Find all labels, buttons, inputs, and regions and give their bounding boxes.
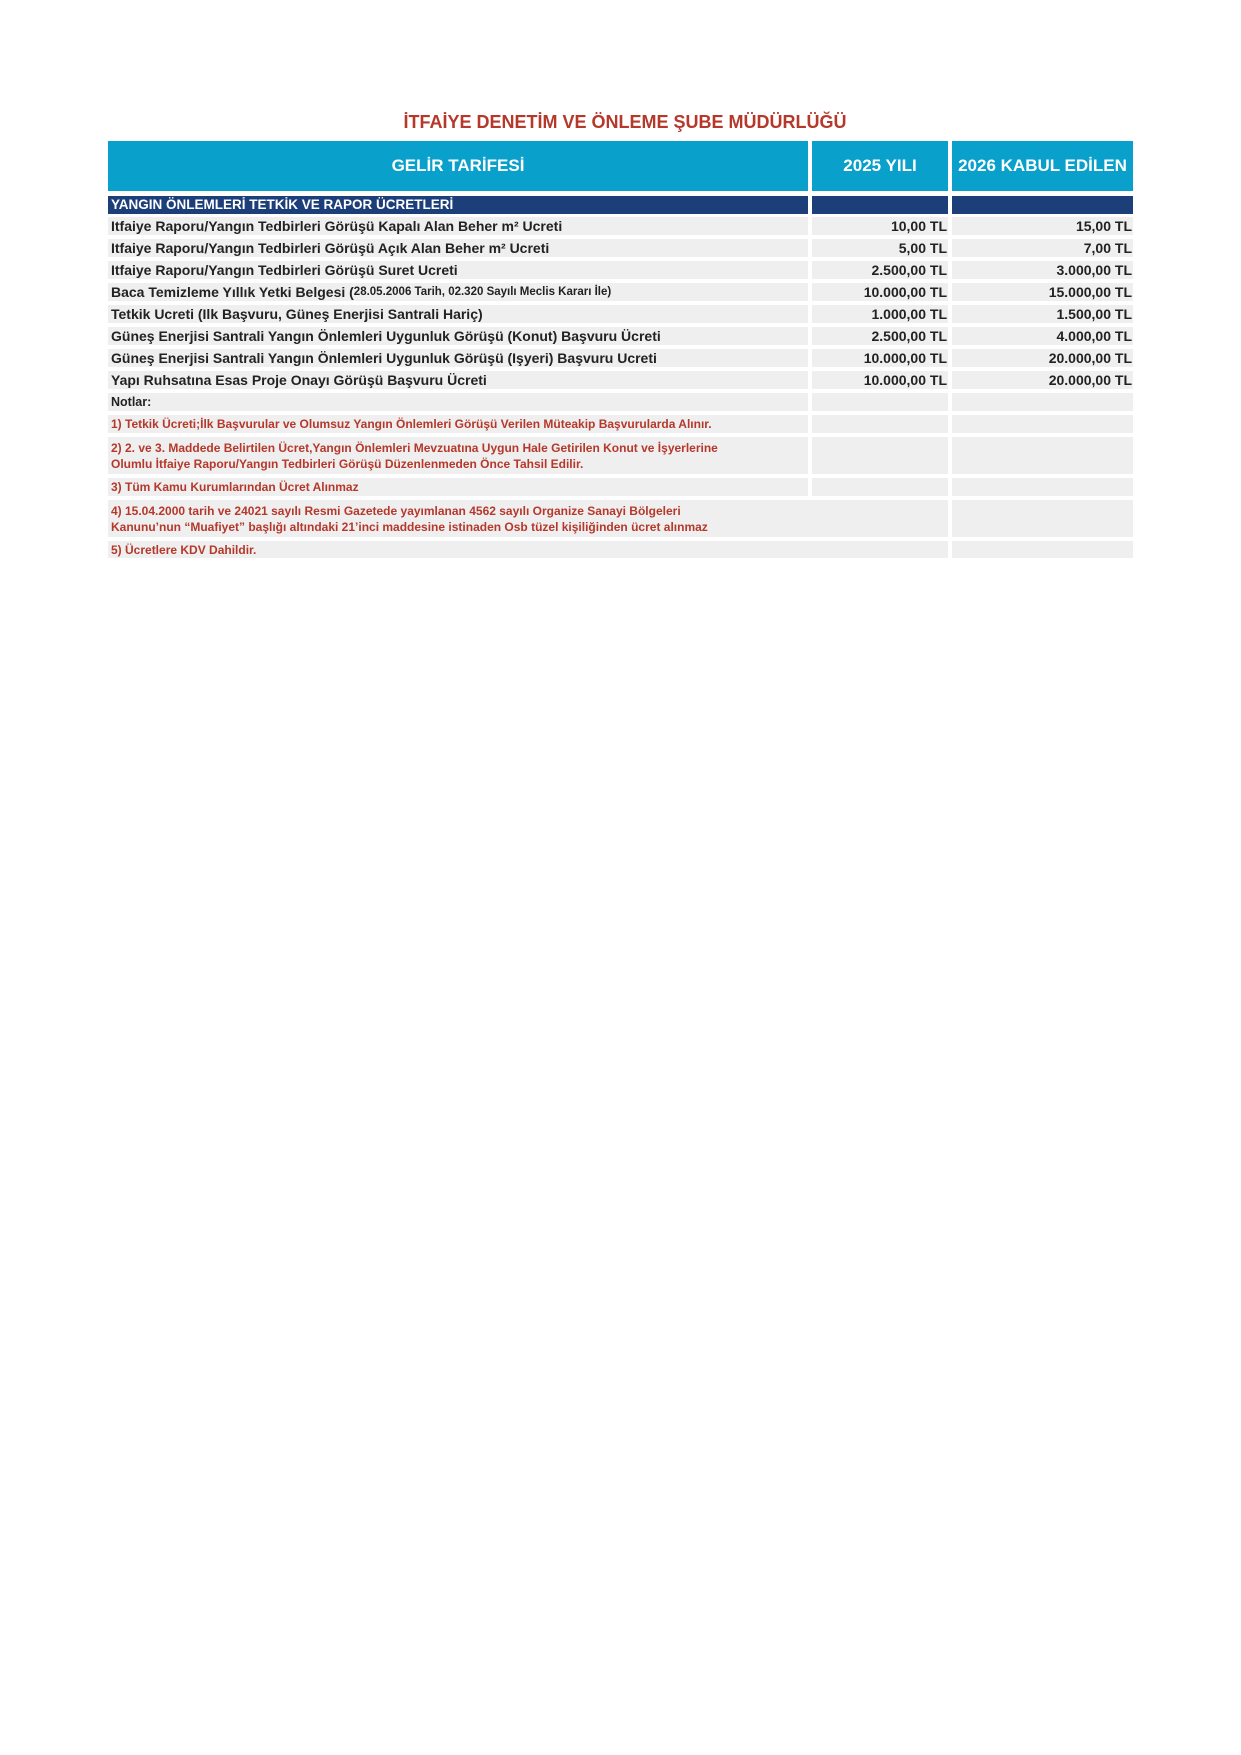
header-2026: 2026 KABUL EDİLEN [952, 141, 1133, 191]
notes-label-cell-2026 [952, 393, 1133, 411]
table-row-2026: 15.000,00 TL [952, 283, 1133, 301]
note-item: 4) 15.04.2000 tarih ve 24021 sayılı Resmi Gazetede yayımlanan 4562 sayılı Organize Sanayi Bölgeleri Kanunu’nun “Muafiyet” başlığı altındaki 21’inci maddesine istinaden Osb tüzel kişiliğinden ücret alınmaz [108, 500, 948, 537]
note-cell-2026 [952, 500, 1133, 537]
table-row-2026: 20.000,00 TL [952, 371, 1133, 389]
note-item: 3) Tüm Kamu Kurumlarından Ücret Alınmaz [108, 478, 808, 496]
table-row-2026: 1.500,00 TL [952, 305, 1133, 323]
table-row-2026: 7,00 TL [952, 239, 1133, 257]
table-row-2025: 2.500,00 TL [812, 261, 948, 279]
table-row-desc: Güneş Enerjisi Santrali Yangın Önlemleri Uygunluk Görüşü (Işyeri) Başvuru Ucreti [108, 349, 808, 367]
table-row-2025: 5,00 TL [812, 239, 948, 257]
table-row-2025: 1.000,00 TL [812, 305, 948, 323]
notes-label-cell-2025 [812, 393, 948, 411]
section-title: YANGIN ÖNLEMLERİ TETKİK VE RAPOR ÜCRETLERİ [111, 197, 454, 212]
note-cell-2025 [812, 437, 948, 474]
header-gelir-tarifesi: GELİR TARİFESİ [108, 141, 808, 191]
note-cell-2026 [952, 541, 1133, 558]
table-row-2026: 4.000,00 TL [952, 327, 1133, 345]
header-2025: 2025 YILI [812, 141, 948, 191]
note-cell-2026 [952, 437, 1133, 474]
table-row-2025: 2.500,00 TL [812, 327, 948, 345]
page-title: İTFAİYE DENETİM VE ÖNLEME ŞUBE MÜDÜRLÜĞÜ [403, 112, 847, 132]
table-row-desc: Tetkik Ucreti (Ilk Başvuru, Güneş Enerjisi Santrali Hariç) [108, 305, 808, 323]
table-row-2025: 10.000,00 TL [812, 371, 948, 389]
section-cell-2025 [812, 196, 948, 214]
table-row-desc: Itfaiye Raporu/Yangın Tedbirleri Görüşü Suret Ucreti [108, 261, 808, 279]
note-cell-2025 [812, 478, 948, 496]
table-row-desc: Yapı Ruhsatına Esas Proje Onayı Görüşü Başvuru Ücreti [108, 371, 808, 389]
table-row-desc: Güneş Enerjisi Santrali Yangın Önlemleri Uygunluk Görüşü (Konut) Başvuru Ücreti [108, 327, 808, 345]
note-cell-2026 [952, 415, 1133, 433]
table-row-2026: 20.000,00 TL [952, 349, 1133, 367]
note-item: 5) Ücretlere KDV Dahildir. [108, 541, 948, 558]
section-cell-2026 [952, 196, 1133, 214]
table-row-desc: Itfaiye Raporu/Yangın Tedbirleri Görüşü Açık Alan Beher m² Ucreti [108, 239, 808, 257]
table-row-2025: 10,00 TL [812, 217, 948, 235]
note-cell-2026 [952, 478, 1133, 496]
table-row-2026: 15,00 TL [952, 217, 1133, 235]
table-row-2025: 10.000,00 TL [812, 349, 948, 367]
note-cell-2025 [812, 415, 948, 433]
table-row-desc: Itfaiye Raporu/Yangın Tedbirleri Görüşü Kapalı Alan Beher m² Ucreti [108, 217, 808, 235]
table-row-2025: 10.000,00 TL [812, 283, 948, 301]
note-item: 1) Tetkik Ücreti;İlk Başvurular ve Olumsuz Yangın Önlemleri Görüşü Verilen Müteakip Başvurularda Alınır. [108, 415, 808, 433]
section-title-cell [108, 196, 808, 214]
note-item: 2) 2. ve 3. Maddede Belirtilen Ücret,Yangın Önlemleri Mevzuatına Uygun Hale Getirilen Konut ve İşyerlerine Olumlu İtfaiye Raporu/Yangın Tedbirleri Görüşü Düzenlenmeden Önce Tahsil Edilir. [108, 437, 808, 474]
notes-label: Notlar: [108, 393, 808, 411]
table-row-desc: Baca Temizleme Yıllık Yetki Belgesi ( 28.05.2006 Tarih, 02.320 Sayılı Meclis Kararı İle) [108, 283, 808, 301]
table-row-desc-note: 28.05.2006 Tarih, 02.320 Sayılı Meclis Kararı İle) [353, 286, 612, 298]
table-row-2026: 3.000,00 TL [952, 261, 1133, 279]
